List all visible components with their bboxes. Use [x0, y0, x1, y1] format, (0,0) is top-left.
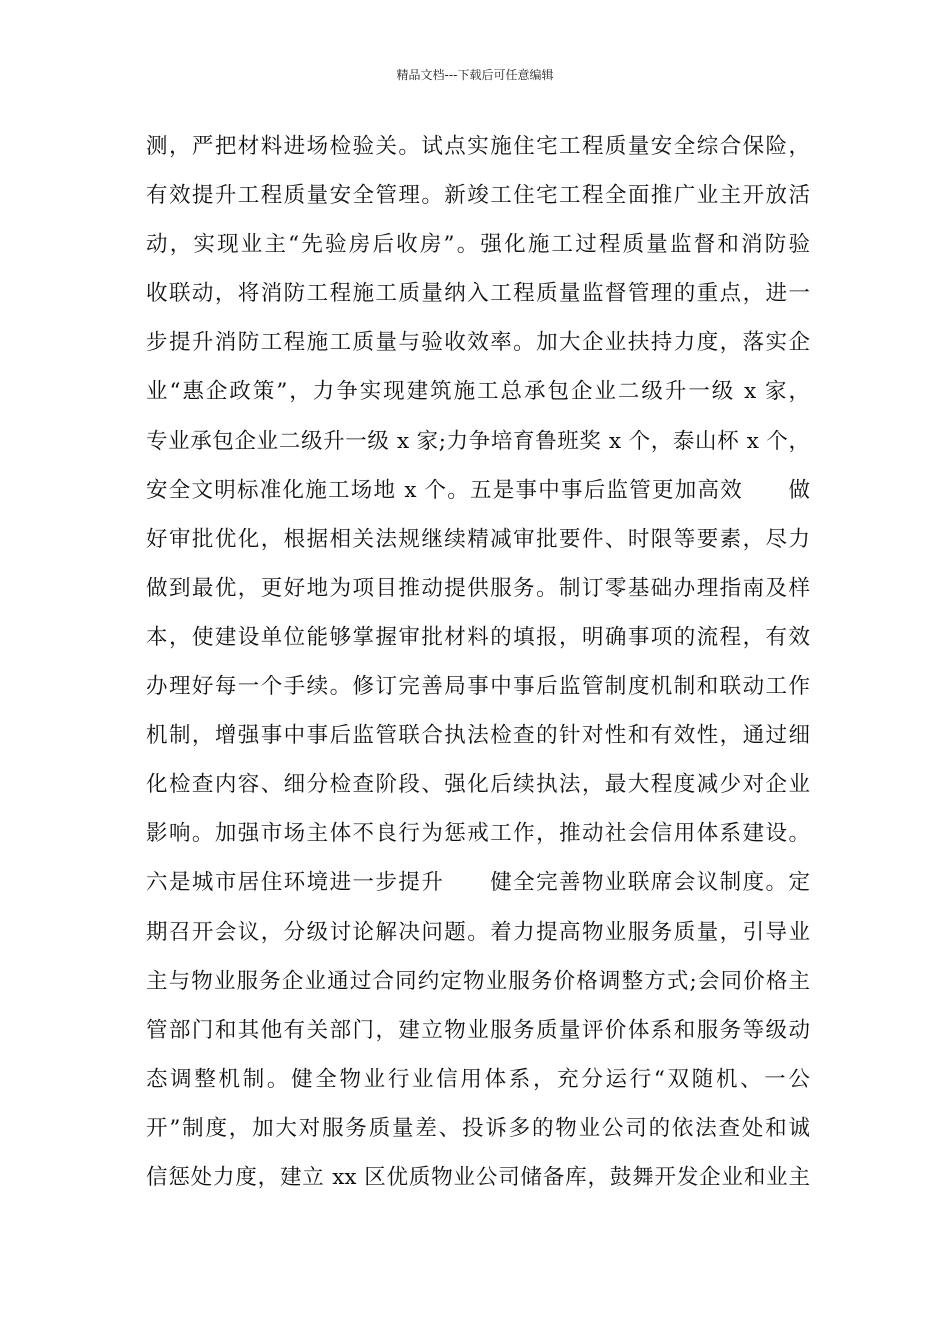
body-line: 主与物业服务企业通过合同约定物业服务价格调整方式;会同价格主	[146, 968, 810, 994]
body-line: 机制，增强事中事后监管联合执法检查的针对性和有效性，通过细	[146, 723, 810, 749]
body-line: 动，实现业主“先验房后收房”。强化施工过程质量监督和消防验	[146, 232, 810, 258]
body-line: 影响。加强市场主体不良行为惩戒工作，推动社会信用体系建设。	[146, 821, 810, 847]
body-line: 测，严把材料进场检验关。试点实施住宅工程质量安全综合保险，	[146, 134, 810, 159]
body-line: 有效提升工程质量安全管理。新竣工住宅工程全面推广业主开放活	[146, 183, 810, 209]
body-line: 办理好每一个手续。修订完善局事中事后监管制度机制和联动工作	[146, 674, 810, 700]
body-line: 安全文明标准化施工场地 x 个。五是事中事后监管更加高效 做	[146, 477, 810, 503]
body-line: 步提升消防工程施工质量与验收效率。加大企业扶持力度，落实企	[146, 330, 810, 356]
body-line: 态调整机制。健全物业行业信用体系，充分运行“双随机、一公	[146, 1066, 810, 1092]
document-body	[146, 127, 810, 1207]
body-line: 收联动，将消防工程施工质量纳入工程质量监督管理的重点，进一	[146, 281, 810, 307]
body-line: 开”制度，加大对服务质量差、投诉多的物业公司的依法查处和诚	[146, 1115, 810, 1141]
body-line: 好审批优化，根据相关法规继续精减审批要件、时限等要素，尽力	[146, 526, 810, 552]
body-line: 本，使建设单位能够掌握审批材料的填报，明确事项的流程，有效	[146, 624, 810, 650]
body-line: 期召开会议，分级讨论解决问题。着力提高物业服务质量，引导业	[146, 919, 810, 945]
body-line: 专业承包企业二级升一级 x 家;力争培育鲁班奖 x 个，泰山杯 x 个，	[146, 428, 810, 454]
body-line: 做到最优，更好地为项目推动提供服务。制订零基础办理指南及样	[146, 575, 810, 601]
page-header: 精品文档---下载后可任意编辑	[396, 68, 554, 82]
body-line: 信惩处力度，建立 xx 区优质物业公司储备库，鼓舞开发企业和业主	[146, 1164, 810, 1190]
body-line: 六是城市居住环境进一步提升 健全完善物业联席会议制度。定	[146, 870, 810, 896]
body-line: 化检查内容、细分检查阶段、强化后续执法，最大程度减少对企业	[146, 772, 810, 798]
body-line: 管部门和其他有关部门，建立物业服务质量评价体系和服务等级动	[146, 1017, 810, 1043]
body-line: 业“惠企政策”，力争实现建筑施工总承包企业二级升一级 x 家，	[146, 379, 810, 405]
